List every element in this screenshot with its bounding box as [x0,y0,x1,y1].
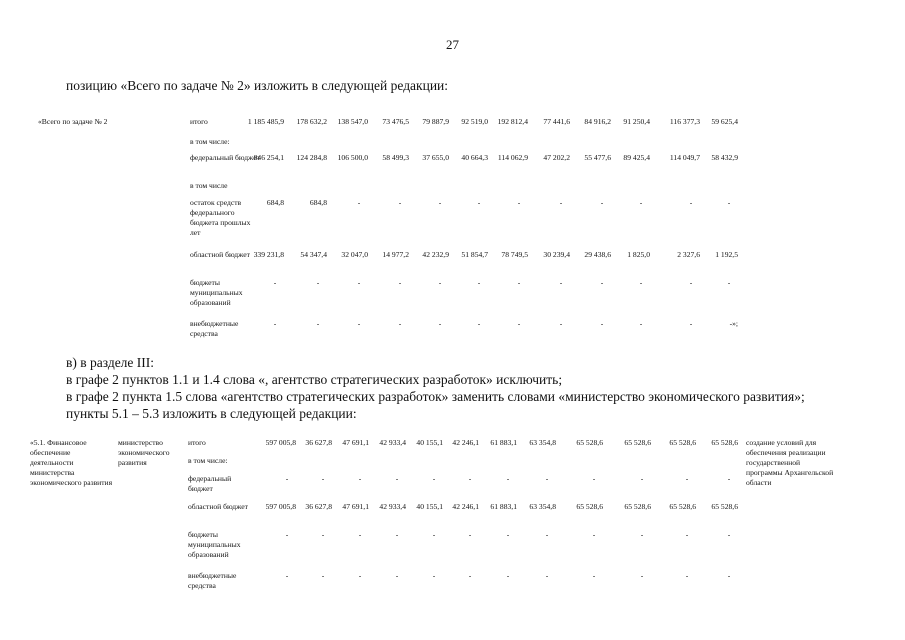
table2-cell: 65 528,6 [669,438,696,447]
table1-row-label: в том числе: [190,137,230,146]
table1-cell: 192 812,4 [497,117,528,126]
table2-cell: - [468,474,472,483]
table2-row-label: итого [188,438,206,447]
table1-cell: - [316,319,320,328]
table2-cell: 65 528,6 [624,438,651,447]
table1-row-label: областной бюджет [190,250,250,259]
table2-cell: - [285,571,289,580]
table2-cell: - [545,571,549,580]
table1-cell: - [273,278,277,287]
table2-cell: - [432,571,436,580]
table2-cell: 40 155,1 [416,438,443,447]
table1-cell: - [477,319,481,328]
table1-cell: -»; [729,319,738,328]
table-item-5-1 [30,436,860,636]
table2-cell: 36 627,8 [305,502,332,511]
table1-cell: 339 231,8 [253,250,284,259]
table1-cell: 73 476,5 [382,117,409,126]
table1-cell: - [517,198,521,207]
table1-cell: - [727,198,731,207]
table1-cell: - [689,278,693,287]
table1-cell: 1 192,5 [715,250,738,259]
table1-cell: 42 232,9 [422,250,449,259]
table1-row-label: остаток средств федерального бюджета прошлых лет [190,198,251,237]
table2-cell: - [358,530,362,539]
table2-cell: - [432,530,436,539]
table2-cell: 65 528,6 [624,502,651,511]
table1-cell: 116 377,3 [669,117,700,126]
table1-row-label: в том числе [190,181,228,190]
table2-cell: - [640,571,644,580]
table1-cell: 78 749,5 [501,250,528,259]
table2-cell: - [395,474,399,483]
table2-cell: - [592,530,596,539]
table1-cell: - [316,278,320,287]
table2-cell: - [285,474,289,483]
table2-item: «5.1. Финансовое обеспечение деятельности министерства экономического развития [30,438,113,487]
table2-cell: - [685,571,689,580]
table1-cell: - [600,319,604,328]
table1-row-label: итого [190,117,208,126]
table1-cell: - [639,198,643,207]
table1-cell: 77 441,6 [543,117,570,126]
table1-cell: - [517,319,521,328]
table2-cell: - [395,571,399,580]
table2-cell: - [321,474,325,483]
table2-row-label: бюджеты муниципальных образований [188,530,241,559]
table2-cell: - [592,571,596,580]
table2-cell: 65 528,6 [669,502,696,511]
table2-row-label: в том числе: [188,456,228,465]
table2-cell: - [592,474,596,483]
table1-cell: 89 425,4 [623,153,650,162]
paragraph-intro: позицию «Всего по задаче № 2» изложить в следующей редакции: [66,78,449,93]
table2-cell: - [685,474,689,483]
table2-cell: 42 933,4 [379,502,406,511]
table1-cell: - [438,198,442,207]
table2-cell: - [545,530,549,539]
table2-cell: 47 691,1 [342,438,369,447]
paragraph-section-3: в) в разделе III: [66,355,155,370]
table1-cell: 138 547,0 [337,117,368,126]
table2-cell: - [468,571,472,580]
table1-cell: 32 047,0 [341,250,368,259]
table2-cell: - [727,571,731,580]
table2-cell: 36 627,8 [305,438,332,447]
table2-cell: - [506,530,510,539]
table1-cell: 1 825,0 [627,250,650,259]
table1-cell: 54 347,4 [300,250,327,259]
table2-cell: 42 933,4 [379,438,406,447]
table1-cell: - [357,198,361,207]
table2-cell: - [506,474,510,483]
table1-cell: 47 202,2 [543,153,570,162]
table1-cell: - [477,278,481,287]
table1-cell: - [398,198,402,207]
table1-cell: 124 284,8 [296,153,327,162]
page-number: 27 [446,37,459,52]
table1-cell: 55 477,6 [584,153,611,162]
table1-cell: 84 916,2 [584,117,611,126]
table-total-task-2 [38,117,818,347]
table2-cell: 65 528,6 [576,438,603,447]
table2-cell: - [727,530,731,539]
table1-cell: 684,8 [309,198,327,207]
table1-cell: - [727,278,731,287]
table2-cell: 63 354,8 [529,502,556,511]
table2-cell: 65 528,6 [711,438,738,447]
table1-cell: 2 327,6 [677,250,700,259]
table2-cell: - [321,571,325,580]
table1-cell: - [600,198,604,207]
table1-cell: 14 977,2 [382,250,409,259]
table2-executor: министерство экономического развития [118,438,170,467]
table1-cell: - [438,278,442,287]
table2-cell: - [358,571,362,580]
table1-cell: 114 062,9 [497,153,528,162]
table1-cell: 91 250,4 [623,117,650,126]
table1-cell: 846 254,1 [253,153,284,162]
table1-cell: - [559,278,563,287]
table2-row-label: федеральный бюджет [188,474,232,493]
table2-row-label: внебюджетные средства [188,571,237,590]
table1-cell: - [689,198,693,207]
table1-cell: - [438,319,442,328]
table1-row-label: бюджеты муниципальных образований [190,278,243,307]
table1-cell: 684,8 [266,198,284,207]
table2-cell: - [358,474,362,483]
table1-cell: - [477,198,481,207]
table1-cell: - [559,319,563,328]
table1-cell: - [357,319,361,328]
table2-cell: 63 354,8 [529,438,556,447]
table1-cell: - [600,278,604,287]
table1-row-label: федеральный бюджет [190,153,260,162]
table1-cell: 29 438,6 [584,250,611,259]
table1-cell: 92 519,0 [461,117,488,126]
table1-cell: 1 185 485,9 [247,117,284,126]
table2-cell: - [727,474,731,483]
table2-cell: 47 691,1 [342,502,369,511]
table1-cell: 79 887,9 [422,117,449,126]
table1-cell: - [273,319,277,328]
table2-cell: 65 528,6 [711,502,738,511]
table1-cell: 114 049,7 [669,153,700,162]
table2-cell: - [545,474,549,483]
table2-row-label: областной бюджет [188,502,248,511]
table2-cell: 61 883,1 [490,502,517,511]
table1-cell: - [398,278,402,287]
table2-cell: 597 005,8 [265,502,296,511]
table2-cell: - [685,530,689,539]
table1-cell: - [639,278,643,287]
table1-cell: 40 664,3 [461,153,488,162]
table2-cell: 597 005,8 [265,438,296,447]
paragraph-items-5: пункты 5.1 – 5.3 изложить в следующей редакции: [66,406,357,421]
table1-cell: 58 432,9 [711,153,738,162]
table1-cell: 58 499,3 [382,153,409,162]
table1-cell: 51 854,7 [461,250,488,259]
table2-cell: - [395,530,399,539]
table1-cell: - [517,278,521,287]
table1-title: «Всего по задаче № 2 [38,117,108,126]
table1-cell: - [357,278,361,287]
table1-cell: - [398,319,402,328]
table2-cell: - [285,530,289,539]
table2-cell: - [506,571,510,580]
table1-cell: - [559,198,563,207]
table2-cell: - [640,530,644,539]
table1-cell: - [639,319,643,328]
table2-cell: 61 883,1 [490,438,517,447]
table2-result: создание условий для обеспечения реализации государственной программы Архангельской области [746,438,834,487]
table2-cell: 65 528,6 [576,502,603,511]
table1-cell: - [689,319,693,328]
table1-row-label: внебюджетные средства [190,319,239,338]
table2-cell: 40 155,1 [416,502,443,511]
table2-cell: - [468,530,472,539]
paragraph-items-1-1-1-4: в графе 2 пунктов 1.1 и 1.4 слова «, агентство стратегических разработок» исключить; [66,372,563,387]
table1-cell: 59 625,4 [711,117,738,126]
table1-cell: 106 500,0 [337,153,368,162]
paragraph-item-1-5: в графе 2 пункта 1.5 слова «агентство стратегических разработок» заменить словами «министерство экономического развития»; [66,389,805,404]
table2-cell: - [321,530,325,539]
table1-cell: 30 239,4 [543,250,570,259]
table2-cell: 42 246,1 [452,438,479,447]
table1-cell: 37 655,0 [422,153,449,162]
table2-cell: - [432,474,436,483]
table1-cell: 178 632,2 [296,117,327,126]
table2-cell: - [640,474,644,483]
table2-cell: 42 246,1 [452,502,479,511]
